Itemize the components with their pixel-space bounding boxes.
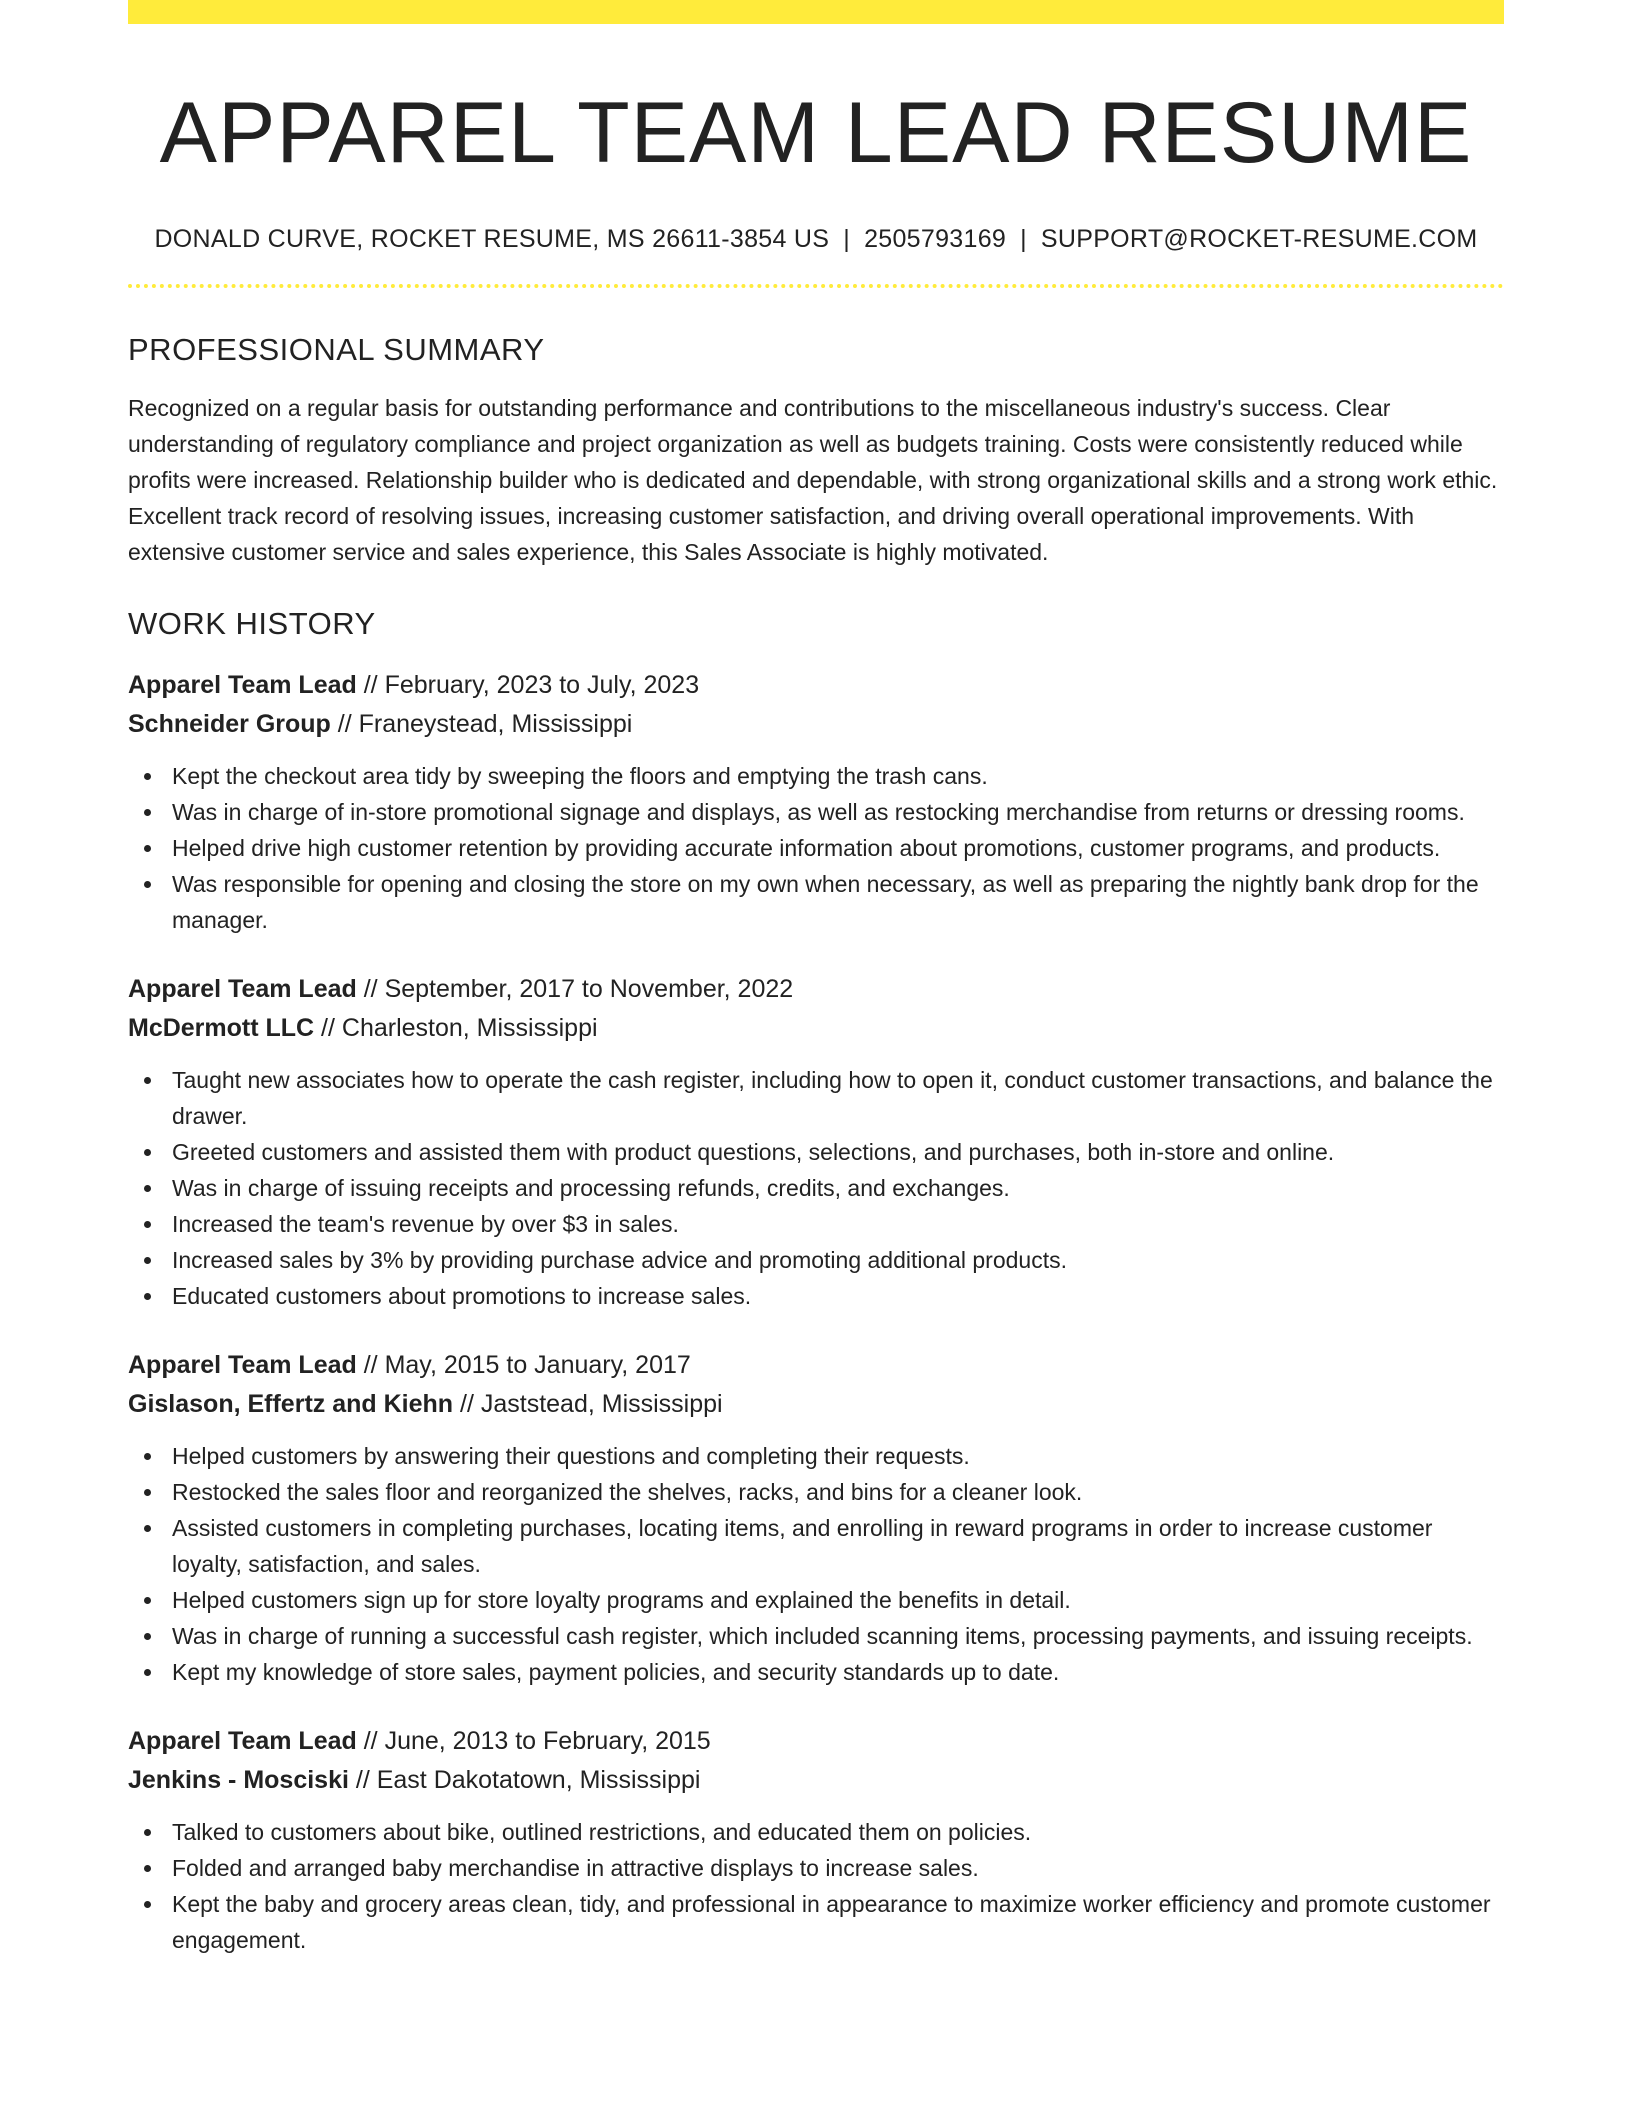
bullet-dot-icon	[144, 845, 151, 852]
job-entry	[128, 970, 1504, 1314]
bullet-item	[128, 1582, 1504, 1618]
bullet-item	[128, 1278, 1504, 1314]
bullet-item	[128, 1474, 1504, 1510]
contact-separator: |	[1020, 224, 1027, 253]
bullet-dot-icon	[144, 1257, 151, 1264]
job-dates: // June, 2013 to February, 2015	[356, 1726, 711, 1755]
job-company-line	[128, 1385, 1504, 1424]
bullet-text: Kept the checkout area tidy by sweeping the floors and emptying the trash cans.	[172, 762, 988, 789]
job-location: // Jaststead, Mississippi	[453, 1389, 723, 1418]
summary-text: Recognized on a regular basis for outstanding performance and contributions to the miscellaneous industry's success. Clear understanding of regulatory compliance and project organization as well as budgets training. Costs were consistently reduced while profits were increased. Relationship builder who is dedicated and dependable, with strong organizational skills and a strong work ethic. Excellent track record of resolving issues, increasing customer satisfaction, and driving overall operational improvements. With extensive customer service and sales experience, this Sales Associate is highly motivated.	[128, 394, 1498, 565]
job-dates: // September, 2017 to November, 2022	[356, 974, 794, 1003]
bullet-text: Helped customers by answering their questions and completing their requests.	[172, 1442, 970, 1469]
job-company-line	[128, 705, 1504, 744]
contact-address: DONALD CURVE, ROCKET RESUME, MS 26611-3854 US	[154, 224, 830, 253]
bullet-dot-icon	[144, 1221, 151, 1228]
job-bullets	[128, 1814, 1504, 1958]
bullet-item	[128, 1850, 1504, 1886]
work-history-list	[128, 666, 1504, 1958]
bullet-dot-icon	[144, 1901, 151, 1908]
job-location: // Charleston, Mississippi	[314, 1013, 598, 1042]
job-location: // Franeystead, Mississippi	[330, 709, 633, 738]
bullet-dot-icon	[144, 1489, 151, 1496]
work-history-heading: WORK HISTORY	[128, 605, 376, 641]
job-company-line	[128, 1761, 1504, 1800]
job-company: Gislason, Effertz and Kiehn	[128, 1389, 454, 1418]
bullet-text: Talked to customers about bike, outlined restrictions, and educated them on policies.	[172, 1818, 1032, 1845]
bullet-text: Restocked the sales floor and reorganized the shelves, racks, and bins for a cleaner look.	[172, 1478, 1083, 1505]
bullet-item	[128, 1814, 1504, 1850]
contact-separator: |	[843, 224, 851, 253]
bullet-text: Increased the team's revenue by over $3 in sales.	[172, 1210, 679, 1237]
bullet-item	[128, 1062, 1504, 1134]
job-dates: // May, 2015 to January, 2017	[356, 1350, 691, 1379]
bullet-text: Educated customers about promotions to increase sales.	[172, 1282, 752, 1309]
resume-title: APPAREL TEAM LEAD RESUME	[159, 85, 1473, 181]
bullet-dot-icon	[144, 1293, 151, 1300]
bullet-dot-icon	[144, 1077, 151, 1084]
bullet-item	[128, 1618, 1504, 1654]
bullet-item	[128, 1510, 1504, 1582]
contact-email: SUPPORT@ROCKET-RESUME.COM	[1040, 224, 1478, 253]
job-location: // East Dakotatown, Mississippi	[348, 1765, 701, 1794]
bullet-item	[128, 866, 1504, 938]
bullet-dot-icon	[144, 773, 151, 780]
job-title: Apparel Team Lead	[128, 1350, 357, 1379]
bullet-item	[128, 1886, 1504, 1958]
bullet-dot-icon	[144, 1525, 151, 1532]
job-company: McDermott LLC	[128, 1013, 315, 1042]
job-title-line	[128, 666, 1504, 705]
job-company: Jenkins - Mosciski	[128, 1765, 349, 1794]
bullet-text: Folded and arranged baby merchandise in attractive displays to increase sales.	[172, 1854, 979, 1881]
job-entry	[128, 1346, 1504, 1690]
bullet-text: Greeted customers and assisted them with product questions, selections, and purchases, both in-store and online.	[172, 1138, 1335, 1165]
bullet-dot-icon	[144, 1453, 151, 1460]
bullet-dot-icon	[144, 1865, 151, 1872]
job-title-line	[128, 970, 1504, 1009]
bullet-dot-icon	[144, 881, 151, 888]
bullet-text: Kept the baby and grocery areas clean, tidy, and professional in appearance to maximize worker efficiency and promote customer engagement.	[172, 1890, 1491, 1953]
job-bullets	[128, 1438, 1504, 1690]
bullet-item	[128, 1242, 1504, 1278]
job-title-line	[128, 1346, 1504, 1385]
summary-heading: PROFESSIONAL SUMMARY	[128, 331, 545, 367]
bullet-dot-icon	[144, 1597, 151, 1604]
top-accent-bar	[128, 0, 1504, 24]
job-title: Apparel Team Lead	[128, 974, 357, 1003]
bullet-item	[128, 1170, 1504, 1206]
job-bullets	[128, 1062, 1504, 1314]
bullet-dot-icon	[144, 1669, 151, 1676]
bullet-text: Was in charge of in-store promotional signage and displays, as well as restocking merchandise from returns or dressing rooms.	[172, 798, 1465, 825]
job-title: Apparel Team Lead	[128, 1726, 357, 1755]
bullet-text: Taught new associates how to operate the cash register, including how to open it, conduct customer transactions, and balance the drawer.	[172, 1066, 1493, 1129]
bullet-item	[128, 1438, 1504, 1474]
job-title-line	[128, 1722, 1504, 1761]
bullet-text: Increased sales by 3% by providing purchase advice and promoting additional products.	[172, 1246, 1067, 1273]
bullet-dot-icon	[144, 1149, 151, 1156]
job-company: Schneider Group	[128, 709, 331, 738]
bullet-text: Was responsible for opening and closing the store on my own when necessary, as well as preparing the nightly bank drop for the manager.	[172, 870, 1479, 933]
bullet-item	[128, 1206, 1504, 1242]
contact-line	[128, 225, 1504, 254]
bullet-dot-icon	[144, 1633, 151, 1640]
bullet-dot-icon	[144, 1185, 151, 1192]
bullet-text: Was in charge of issuing receipts and processing refunds, credits, and exchanges.	[172, 1174, 1010, 1201]
bullet-text: Helped customers sign up for store loyalty programs and explained the benefits in detail.	[172, 1586, 1071, 1613]
job-company-line	[128, 1009, 1504, 1048]
job-dates: // February, 2023 to July, 2023	[356, 670, 700, 699]
bullet-dot-icon	[144, 809, 151, 816]
bullet-item	[128, 830, 1504, 866]
bullet-text: Kept my knowledge of store sales, payment policies, and security standards up to date.	[172, 1658, 1060, 1685]
bullet-text: Assisted customers in completing purchases, locating items, and enrolling in reward programs in order to increase customer loyalty, satisfaction, and sales.	[172, 1514, 1433, 1577]
bullet-item	[128, 794, 1504, 830]
bullet-dot-icon	[144, 1829, 151, 1836]
job-bullets	[128, 758, 1504, 938]
dotted-divider	[128, 284, 1504, 288]
contact-phone: 2505793169	[864, 224, 1007, 253]
bullet-item	[128, 1134, 1504, 1170]
resume-page	[128, 0, 1504, 1958]
job-entry	[128, 666, 1504, 938]
bullet-item	[128, 758, 1504, 794]
job-entry	[128, 1722, 1504, 1958]
bullet-text: Was in charge of running a successful cash register, which included scanning items, processing payments, and issuing receipts.	[172, 1622, 1473, 1649]
job-title: Apparel Team Lead	[128, 670, 357, 699]
bullet-item	[128, 1654, 1504, 1690]
bullet-text: Helped drive high customer retention by providing accurate information about promotions, customer programs, and products.	[172, 834, 1441, 861]
